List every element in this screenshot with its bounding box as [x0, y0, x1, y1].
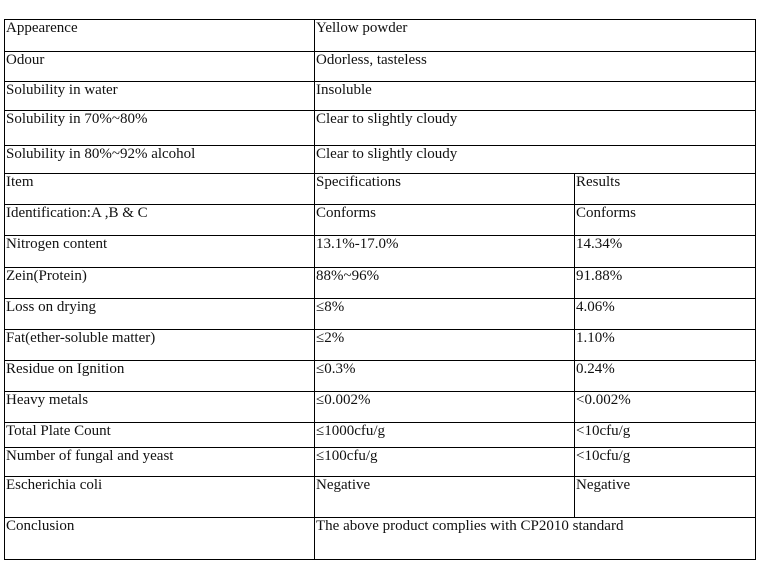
test-item: Heavy metals — [5, 392, 315, 423]
table-row — [5, 477, 756, 518]
property-label: Odour — [5, 52, 315, 82]
test-spec: Negative — [315, 477, 575, 518]
test-spec: ≤100cfu/g — [315, 448, 575, 477]
test-result: <10cfu/g — [575, 448, 756, 477]
property-label: Solubility in water — [5, 82, 315, 111]
test-result: <10cfu/g — [575, 423, 756, 448]
table-row — [5, 299, 756, 330]
test-item: Identification:A ,B & C — [5, 205, 315, 236]
test-item: Fat(ether-soluble matter) — [5, 330, 315, 361]
table-row — [5, 330, 756, 361]
property-label: Appearence — [5, 20, 315, 52]
property-value: Odorless, tasteless — [315, 52, 756, 82]
test-spec: ≤8% — [315, 299, 575, 330]
test-spec: ≤2% — [315, 330, 575, 361]
table-header-row — [5, 174, 756, 205]
property-row — [5, 52, 756, 82]
test-item: Residue on Ignition — [5, 361, 315, 392]
test-spec: 13.1%-17.0% — [315, 236, 575, 268]
test-item: Zein(Protein) — [5, 268, 315, 299]
conclusion-row — [5, 518, 756, 560]
property-row — [5, 20, 756, 52]
test-result: 0.24% — [575, 361, 756, 392]
table-row — [5, 205, 756, 236]
property-value: Clear to slightly cloudy — [315, 146, 756, 174]
header-specifications: Specifications — [315, 174, 575, 205]
conclusion-value: The above product complies with CP2010 standard — [315, 518, 756, 560]
property-label: Solubility in 70%~80% — [5, 111, 315, 146]
table-row — [5, 268, 756, 299]
header-item: Item — [5, 174, 315, 205]
test-spec: ≤0.3% — [315, 361, 575, 392]
table-row — [5, 423, 756, 448]
test-item: Number of fungal and yeast — [5, 448, 315, 477]
test-item: Total Plate Count — [5, 423, 315, 448]
header-results: Results — [575, 174, 756, 205]
test-spec: ≤0.002% — [315, 392, 575, 423]
table-row — [5, 448, 756, 477]
property-value: Clear to slightly cloudy — [315, 111, 756, 146]
property-row — [5, 82, 756, 111]
test-result: 4.06% — [575, 299, 756, 330]
test-spec: ≤1000cfu/g — [315, 423, 575, 448]
test-result: 14.34% — [575, 236, 756, 268]
test-item: Nitrogen content — [5, 236, 315, 268]
property-value: Insoluble — [315, 82, 756, 111]
test-result: Conforms — [575, 205, 756, 236]
test-item: Loss on drying — [5, 299, 315, 330]
specification-table — [4, 19, 756, 560]
table-row — [5, 361, 756, 392]
table-row — [5, 392, 756, 423]
test-item: Escherichia coli — [5, 477, 315, 518]
test-result: <0.002% — [575, 392, 756, 423]
test-result: 91.88% — [575, 268, 756, 299]
table-row — [5, 236, 756, 268]
test-spec: 88%~96% — [315, 268, 575, 299]
test-result: 1.10% — [575, 330, 756, 361]
property-value: Yellow powder — [315, 20, 756, 52]
property-row — [5, 146, 756, 174]
conclusion-label: Conclusion — [5, 518, 315, 560]
test-result: Negative — [575, 477, 756, 518]
property-row — [5, 111, 756, 146]
property-label: Solubility in 80%~92% alcohol — [5, 146, 315, 174]
test-spec: Conforms — [315, 205, 575, 236]
